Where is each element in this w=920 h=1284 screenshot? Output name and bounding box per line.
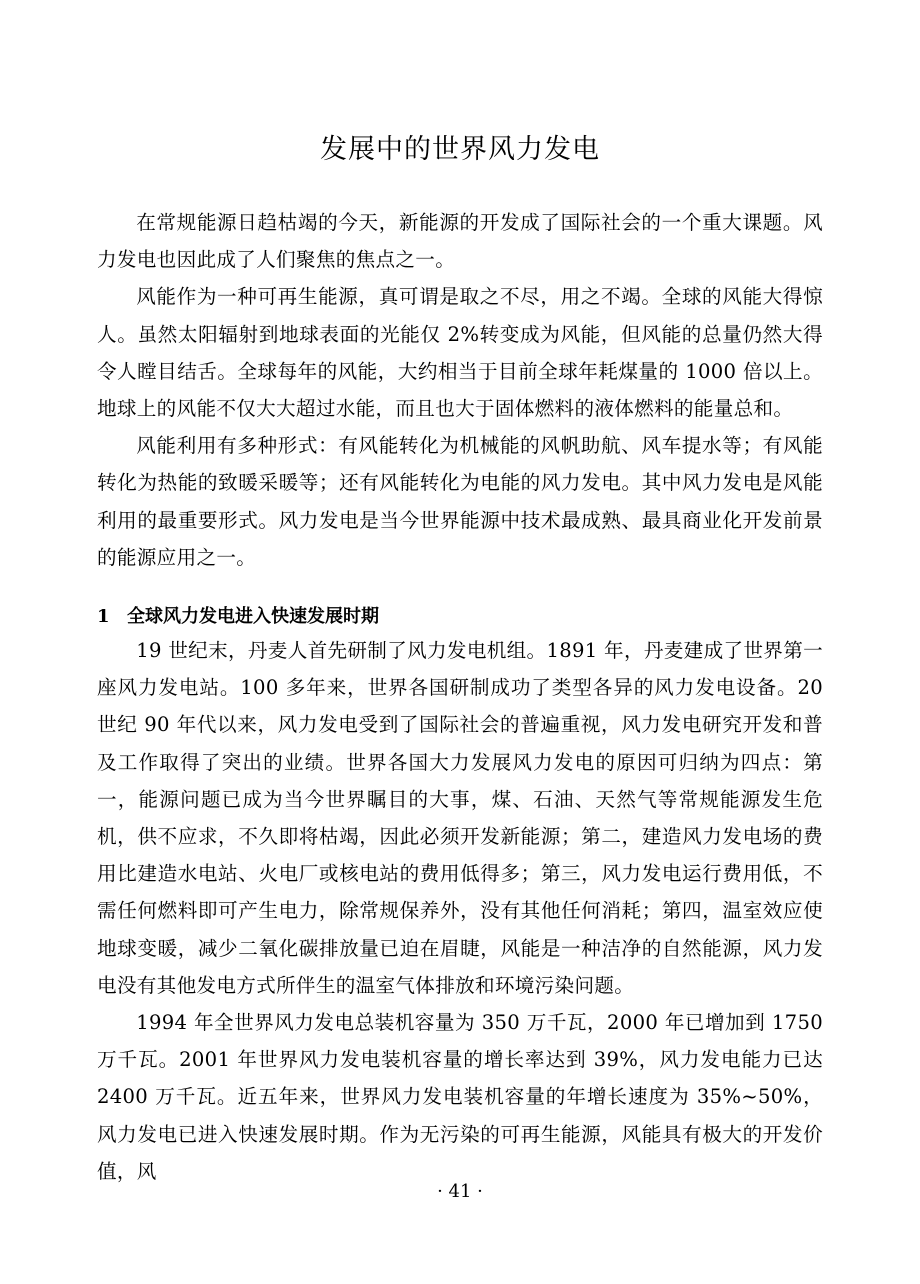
intro-section xyxy=(97,204,823,576)
page-number: · 41 · xyxy=(437,1181,483,1202)
paragraph: 在常规能源日趋枯竭的今天，新能源的开发成了国际社会的一个重大课题。风力发电也因此成了人们聚焦的焦点之一。 xyxy=(97,211,823,272)
section-heading-text: 全球风力发电进入快速发展时期 xyxy=(127,606,379,627)
paragraph: 风能利用有多种形式：有风能转化为机械能的风帆助航、风车提水等；有风能转化为热能的致暖采暖等；还有风能转化为电能的风力发电。其中风力发电是风能利用的最重要形式。风力发电是当今世界能源中技术最成熟、最具商业化开发前景的能源应用之一。 xyxy=(97,434,823,569)
paragraph: 1994 年全世界风力发电总装机容量为 350 万千瓦，2000 年已增加到 1750 万千瓦。2001 年世界风力发电装机容量的增长率达到 39%，风力发电能力已达 2400 万千瓦。近五年来，世界风力发电装机容量的年增长速度为 35%~50%，风力发电已进入快速发展时期。作为无污染的可再生能源，风能具有极大的开发价值，风 xyxy=(97,1011,823,1183)
section-heading xyxy=(97,600,823,634)
paragraph: 19 世纪末，丹麦人首先研制了风力发电机组。1891 年，丹麦建成了世界第一座风力发电站。100 多年来，世界各国研制成功了类型各异的风力发电设备。20 世纪 90 年代以来，风力发电受到了国际社会的普遍重视，风力发电研究开发和普及工作取得了突出的业绩。世界各国大力发展风力发电的原因可归纳为四点：第一，能源问题已成为当今世界瞩目的大事，煤、石油、天然气等常规能源发生危机，供不应求，不久即将枯竭，因此必须开发新能源；第二，建造风力发电场的费用比建造水电站、火电厂或核电站的费用低得多；第三，风力发电运行费用低，不需任何燃料即可产生电力，除常规保养外，没有其他任何消耗；第四，温室效应使地球变暖，减少二氧化碳排放量已迫在眉睫，风能是一种洁净的自然能源，风力发电没有其他发电方式所伴生的温室气体排放和环境污染问题。 xyxy=(97,639,823,997)
section-1-body xyxy=(97,632,823,1190)
paragraph: 风能作为一种可再生能源，真可谓是取之不尽，用之不竭。全球的风能大得惊人。虽然太阳辐射到地球表面的光能仅 2%转变成为风能，但风能的总量仍然大得令人瞠目结舌。全球每年的风能，大约相当于目前全球年耗煤量的 1000 倍以上。地球上的风能不仅大大超过水能，而且也大于固体燃料的液体燃料的能量总和。 xyxy=(97,285,823,421)
section-number: 1 xyxy=(97,606,110,627)
page-title: 发展中的世界风力发电 xyxy=(320,134,600,165)
